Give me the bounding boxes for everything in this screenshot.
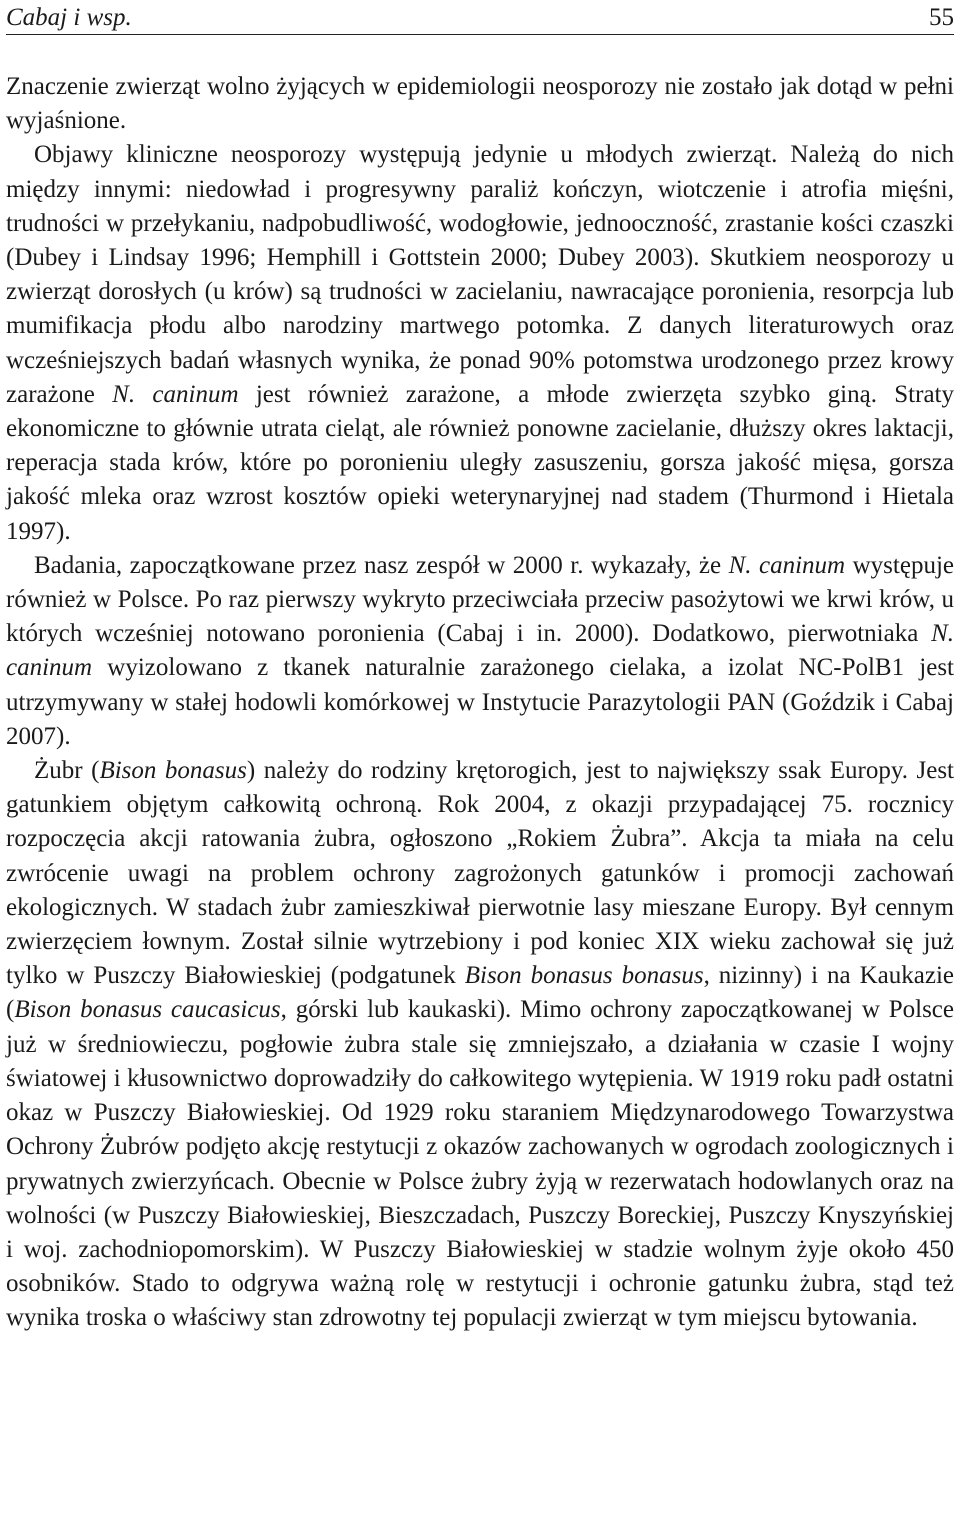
text-run: jest również zarażone, a młode zwierzęta szybko giną. Straty ekonomiczne to głównie utrata cieląt, ale również ponowne zacielanie, dłuższy okres laktacji, reperacja stada krów, które po poronieniu uległy zasuszeniu, gorsza jakość mięsa, gorsza jakość mleka oraz wzrost kosztów opieki weterynaryjnej nad stadem (Thurmond i Hietala 1997). [6, 380, 954, 545]
italic-term: N. caninum [6, 620, 954, 682]
running-header [6, 2, 954, 35]
text-run: Żubr ( [34, 757, 100, 785]
text-run: Znaczenie zwierząt wolno żyjących w epidemiologii neosporozy nie zostało jak dotąd w pełni wyjaśnione. [6, 73, 954, 135]
text-run: , nizinny) i na Kaukazie ( [6, 962, 954, 1024]
text-run: , górski lub kaukaski). Mimo ochrony zapoczątkowanej w Polsce już w średniowieczu, pogłowie żubra stale się zmniejszało, a działania w czasie I wojny światowej i kłusownictwo doprowadziły do całkowitego wytępienia. W 1919 roku padł ostatni okaz w Puszczy Białowieskiej. Od 1929 roku staraniem Międzynarodowego Towarzystwa Ochrony Żubrów podjęto akcję restytucji z okazów zachowanych w ogrodach zoologicznych i prywatnych zwierzyńcach. Obecnie w Polsce żubry żyją w rezerwatach hodowlanych oraz na wolności (w Puszczy Białowieskiej, Bieszczadach, Puszczy Boreckiej, Puszczy Knyszyńskiej i woj. zachodniopomorskim). W Puszczy Białowieskiej w stadzie wolnym żyje około 450 osobników. Stado to odgrywa ważną rolę w restytucji i ochronie gatunku żubra, stąd też wynika troska o właściwy stan zdrowotny tej populacji zwierząt w tym miejscu bytowania. [6, 996, 954, 1332]
text-run: występuje również w Polsce. Po raz pierwszy wykryto przeciwciała przeciw pasożytowi we krwi krów, u których wcześniej notowano poronienia (Cabaj i in. 2000). Dodatkowo, pierwotniaka [6, 551, 954, 648]
italic-term: N. caninum [728, 551, 846, 579]
text-run: Badania, zapoczątkowane przez nasz zespół w 2000 r. wykazały, że [34, 551, 729, 579]
paragraph-p2 [6, 138, 954, 548]
paragraph-p3 [6, 549, 954, 754]
text-run: wyizolowano z tkanek naturalnie zarażonego cielaka, a izolat NC-PolB1 jest utrzymywany w stałej hodowli komórkowej w Instytucie Parazytologii PAN (Goździk i Cabaj 2007). [6, 654, 954, 750]
paragraph-p4 [6, 754, 954, 1335]
text-run: Objawy kliniczne neosporozy występują jedynie u młodych zwierząt. Należą do nich między innymi: niedowład i progresywny paraliż kończyn, wiotczenie i atrofia mięśni, trudności w przełykaniu, nadpobudliwość, wodogłowie, jednooczność, zrastanie kości czaszki (Dubey i Lindsay 1996; Hemphill i Gottstein 2000; Dubey 2003). Skutkiem neosporozy u zwierząt dorosłych (u krów) są trudności w zacielaniu, nawracające poronienia, resorpcja lub mumifikacja płodu albo narodziny martwego potomka. Z danych literaturowych oraz wcześniejszych badań własnych wynika, że ponad 90% potomstwa urodzonego przez krowy zarażone [6, 141, 954, 408]
italic-term: Bison bonasus bonasus [464, 962, 704, 990]
text-run: ) należy do rodziny krętorogich, jest to największy ssak Europy. Jest gatunkiem objętym całkowitą ochroną. Rok 2004, z okazji przypadającej 75. rocznicy rozpoczęcia akcji ratowania żubra, ogłoszono „Rokiem Żubra”. Akcja ta miała na celu zwrócenie uwagi na problem ochrony zagrożonych gatunków i promocji zachowań ekologicznych. W stadach żubr zamieszkiwał pierwotnie lasy mieszane Europy. Był cennym zwierzęciem łownym. Został silnie wytrzebiony i pod koniec XIX wieku zachował się już tylko w Puszczy Białowieskiej (podgatunek [6, 757, 954, 990]
italic-term: Bison bonasus caucasicus [14, 996, 281, 1024]
paragraph-p1 [6, 70, 954, 138]
italic-term: N. caninum [112, 380, 239, 408]
body-text [6, 70, 954, 1336]
italic-term: Bison bonasus [99, 757, 247, 785]
page-number: 55 [929, 4, 954, 31]
running-header-authors: Cabaj i wsp. [6, 4, 132, 31]
